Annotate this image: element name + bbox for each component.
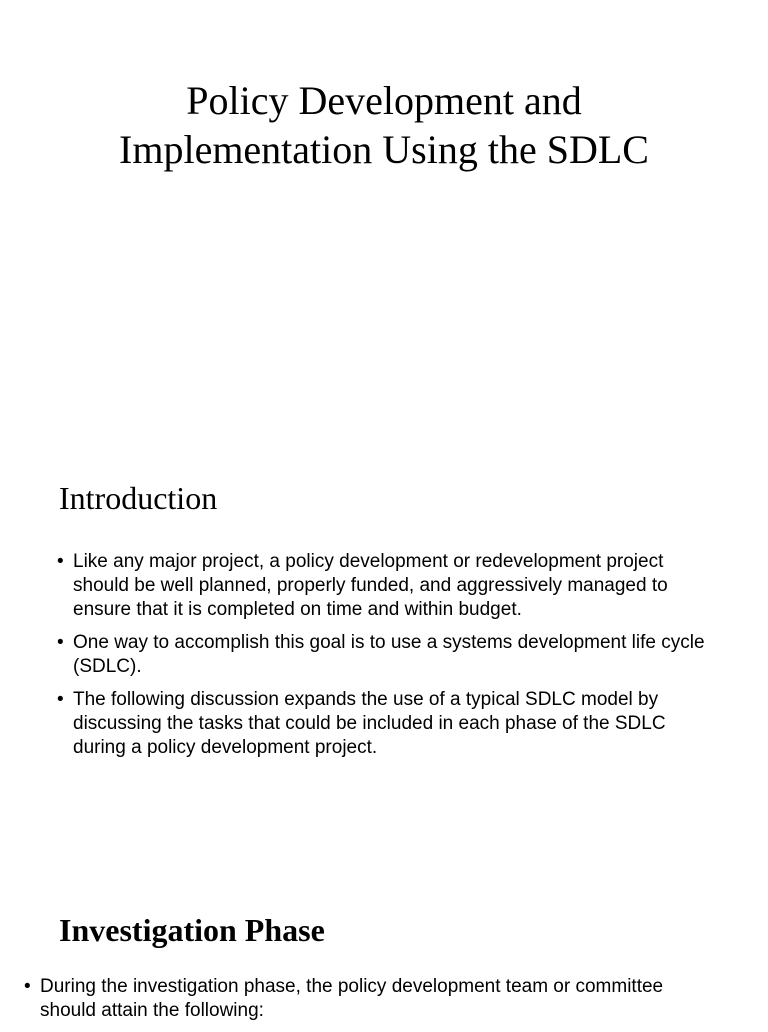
bullet-dot: • [24,976,31,997]
bullet-dot: • [57,632,64,653]
bullet-list [57,550,717,769]
slide-heading: Investigation Phase [59,912,325,948]
slide-title: Policy Development and Implementation Using the SDLC [119,78,649,172]
bullet-dot: • [57,689,64,710]
title-slide [0,0,768,440]
bullet-text: During the investigation phase, the policy development team or committee should attain the following: [40,976,664,1021]
bullet-item [57,688,717,760]
bullet-text: The following discussion expands the use of a typical SDLC model by discussing the tasks that could be included in each phase of the SDLC during a policy development project. [73,689,666,758]
bullet-list [24,975,724,1032]
investigation-phase-slide [0,880,768,1024]
bullet-dot: • [57,551,64,572]
bullet-text: One way to accomplish this goal is to use a systems development life cycle (SDLC). [73,632,705,677]
slide-heading: Introduction [59,480,218,516]
bullet-item [57,550,717,622]
introduction-slide [0,440,768,880]
bullet-text: Like any major project, a policy development or redevelopment project should be well planned, properly funded, and aggressively managed to ensure that it is completed on time and within budget. [73,551,668,620]
bullet-item [57,631,717,679]
bullet-item [24,975,724,1023]
